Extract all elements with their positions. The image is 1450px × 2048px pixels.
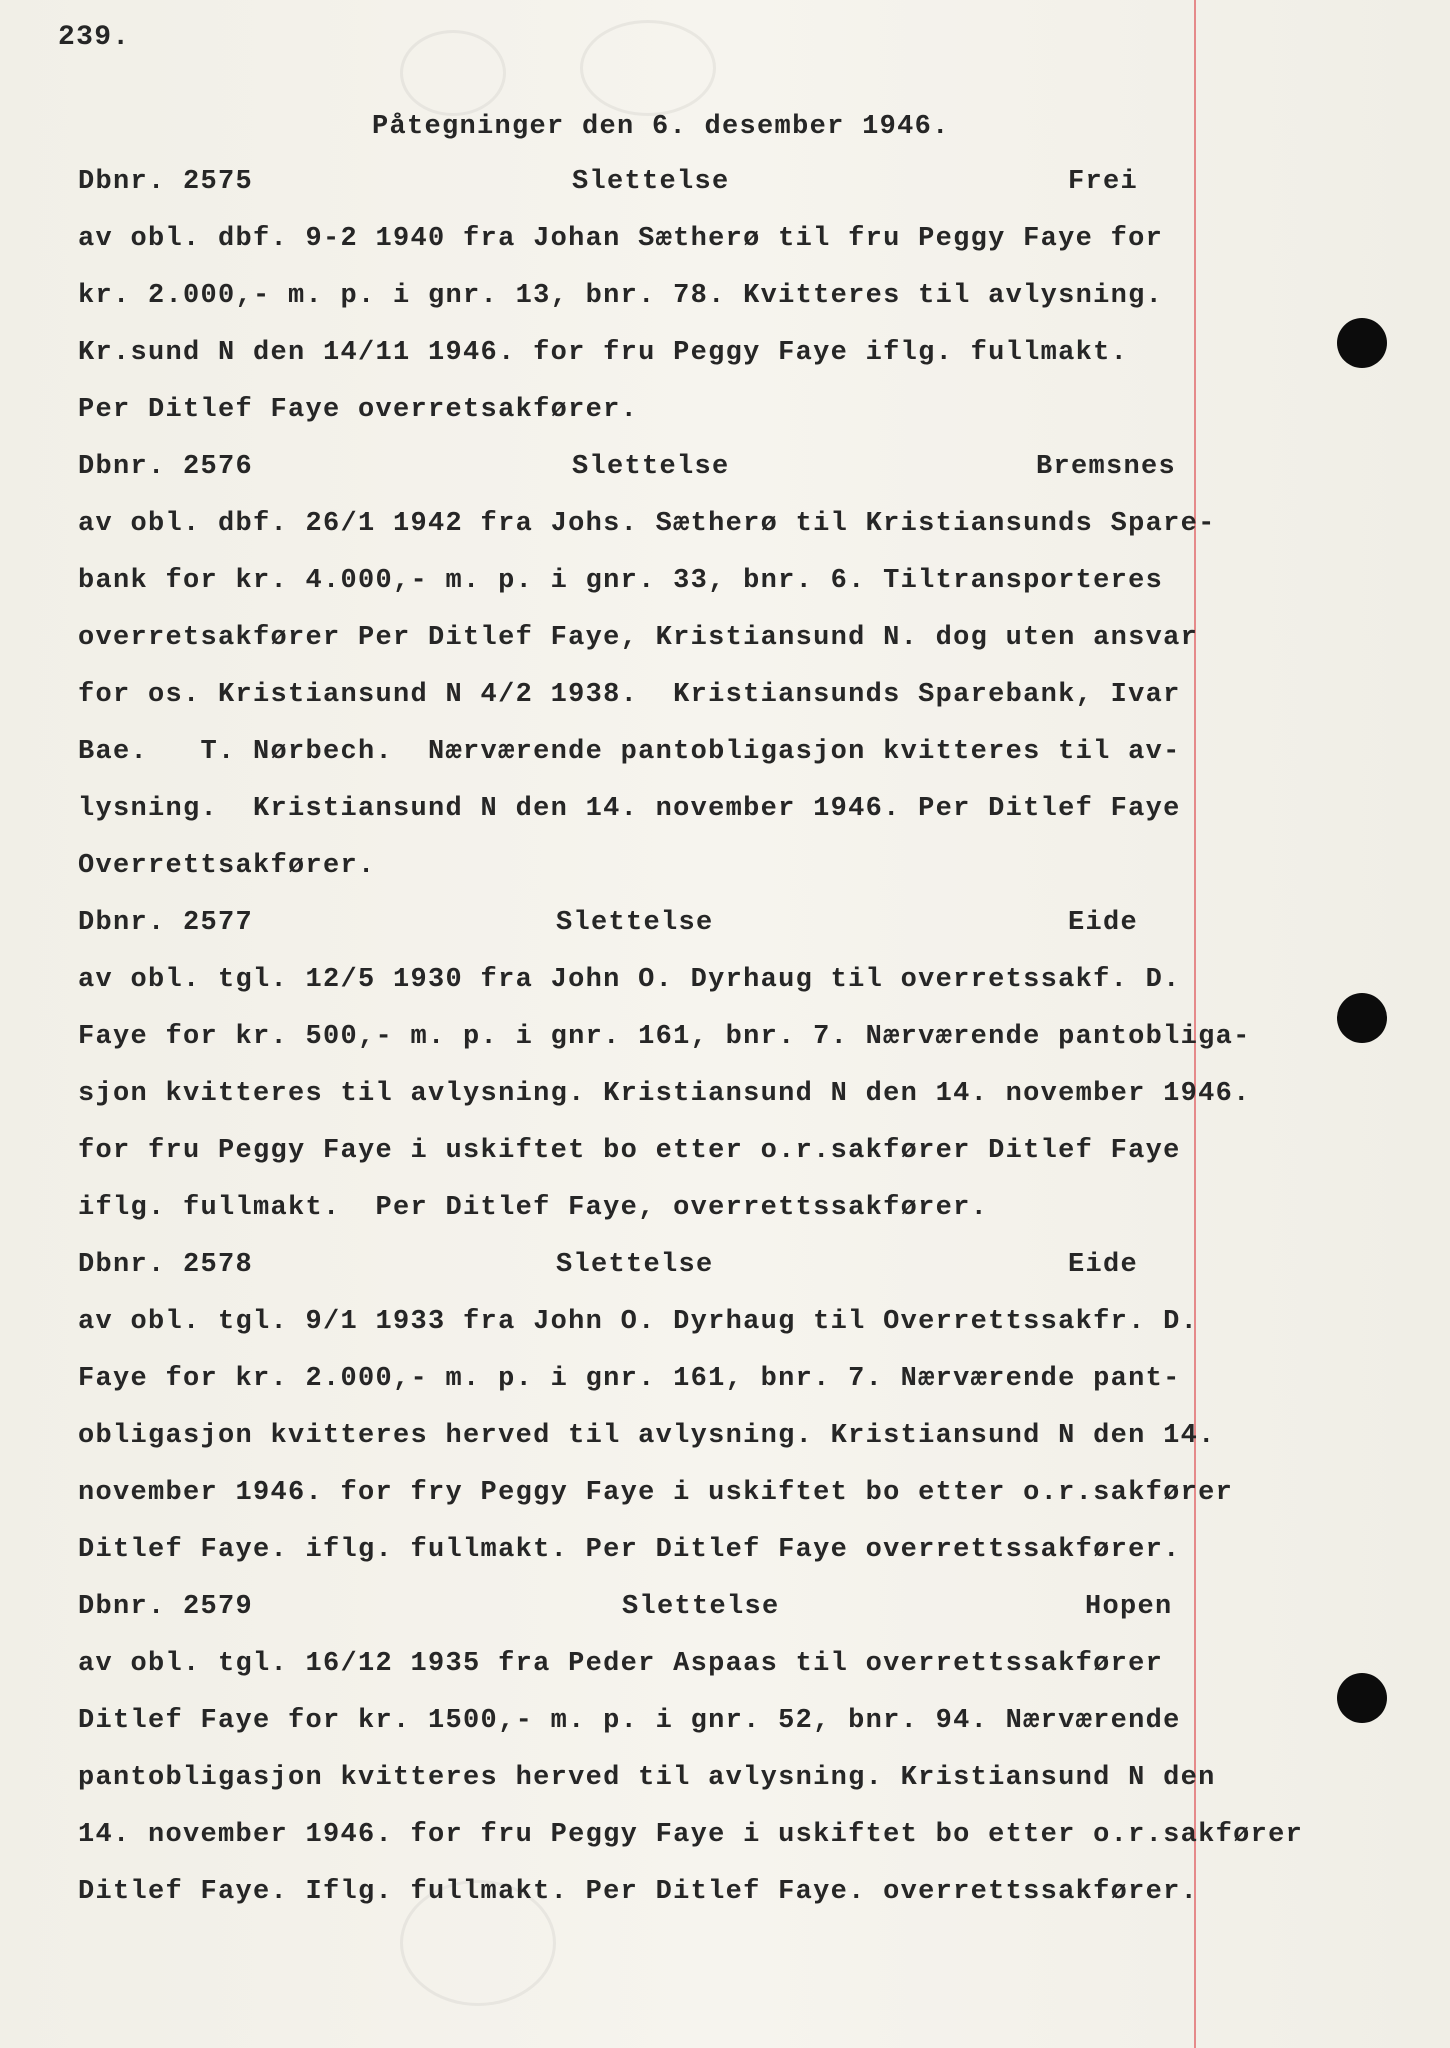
entry-text-line: bank for kr. 4.000,- m. p. i gnr. 33, bnr. 6. Tiltransporteres	[78, 566, 1164, 596]
entry-dbnr: Dbnr. 2579	[78, 1592, 254, 1622]
entry-text-line: pantobligasjon kvitteres herved til avlysning. Kristiansund N den	[78, 1763, 1216, 1793]
punch-hole-middle	[1337, 993, 1387, 1043]
entry-place: Bremsnes	[1036, 452, 1177, 482]
entry-text-line: for fru Peggy Faye i uskiftet bo etter o.r.sakfører Ditlef Faye	[78, 1136, 1181, 1166]
entry-text-line: Kr.sund N den 14/11 1946. for fru Peggy Faye iflg. fullmakt.	[78, 338, 1129, 368]
entry-header	[0, 1250, 1190, 1290]
entry-text-line: Per Ditlef Faye overretsakfører.	[78, 395, 639, 425]
entry-place: Eide	[1068, 908, 1139, 938]
entry-header	[0, 908, 1190, 948]
entry-text-line: Ditlef Faye. Iflg. fullmakt. Per Ditlef Faye. overrettssakfører.	[78, 1877, 1199, 1907]
entry-type: Slettelse	[556, 908, 714, 938]
entry-header	[0, 1592, 1190, 1632]
entry-text-line: Overrettsakfører.	[78, 851, 376, 881]
entry-text-line: Ditlef Faye for kr. 1500,- m. p. i gnr. 52, bnr. 94. Nærværende	[78, 1706, 1181, 1736]
entry-dbnr: Dbnr. 2577	[78, 908, 254, 938]
entry-text-line: overretsakfører Per Ditlef Faye, Kristiansund N. dog uten ansvar	[78, 623, 1199, 653]
entry-dbnr: Dbnr. 2578	[78, 1250, 254, 1280]
entry-type: Slettelse	[572, 452, 730, 482]
entry-text-line: Bae. T. Nørbech. Nærværende pantobligasjon kvitteres til av-	[78, 737, 1181, 767]
page-heading: Påtegninger den 6. desember 1946.	[372, 112, 950, 142]
entry-place: Eide	[1068, 1250, 1139, 1280]
entry-text-line: av obl. dbf. 9-2 1940 fra Johan Sætherø til fru Peggy Faye for	[78, 224, 1164, 254]
entry-place: Frei	[1068, 167, 1139, 197]
entry-header	[0, 452, 1190, 492]
punch-hole-top	[1337, 318, 1387, 368]
entry-text-line: obligasjon kvitteres herved til avlysning. Kristiansund N den 14.	[78, 1421, 1216, 1451]
entry-text-line: av obl. tgl. 12/5 1930 fra John O. Dyrhaug til overretssakf. D.	[78, 965, 1181, 995]
punch-hole-bottom	[1337, 1673, 1387, 1723]
entry-dbnr: Dbnr. 2576	[78, 452, 254, 482]
entry-text-line: av obl. tgl. 16/12 1935 fra Peder Aspaas til overrettssakfører	[78, 1649, 1164, 1679]
entry-header	[0, 167, 1190, 207]
entry-text-line: Ditlef Faye. iflg. fullmakt. Per Ditlef Faye overrettssakfører.	[78, 1535, 1181, 1565]
entry-text-line: 14. november 1946. for fru Peggy Faye i uskiftet bo etter o.r.sakfører	[78, 1820, 1304, 1850]
entry-text-line: av obl. dbf. 26/1 1942 fra Johs. Sætherø til Kristiansunds Spare-	[78, 509, 1216, 539]
page-number: 239.	[58, 22, 131, 53]
entry-place: Hopen	[1085, 1592, 1173, 1622]
entry-text-line: lysning. Kristiansund N den 14. november 1946. Per Ditlef Faye	[78, 794, 1181, 824]
entry-text-line: iflg. fullmakt. Per Ditlef Faye, overrettssakfører.	[78, 1193, 989, 1223]
entry-text-line: av obl. tgl. 9/1 1933 fra John O. Dyrhaug til Overrettssakfr. D.	[78, 1307, 1199, 1337]
entry-text-line: for os. Kristiansund N 4/2 1938. Kristiansunds Sparebank, Ivar	[78, 680, 1181, 710]
entry-type: Slettelse	[572, 167, 730, 197]
entry-text-line: sjon kvitteres til avlysning. Kristiansund N den 14. november 1946.	[78, 1079, 1251, 1109]
entry-type: Slettelse	[622, 1592, 780, 1622]
entry-text-line: kr. 2.000,- m. p. i gnr. 13, bnr. 78. Kvitteres til avlysning.	[78, 281, 1164, 311]
entry-type: Slettelse	[556, 1250, 714, 1280]
bleed-through-mark	[580, 20, 716, 116]
bleed-through-mark	[400, 30, 506, 116]
entry-text-line: november 1946. for fry Peggy Faye i uskiftet bo etter o.r.sakfører	[78, 1478, 1234, 1508]
entry-dbnr: Dbnr. 2575	[78, 167, 254, 197]
entry-text-line: Faye for kr. 500,- m. p. i gnr. 161, bnr. 7. Nærværende pantobliga-	[78, 1022, 1251, 1052]
entry-text-line: Faye for kr. 2.000,- m. p. i gnr. 161, bnr. 7. Nærværende pant-	[78, 1364, 1181, 1394]
